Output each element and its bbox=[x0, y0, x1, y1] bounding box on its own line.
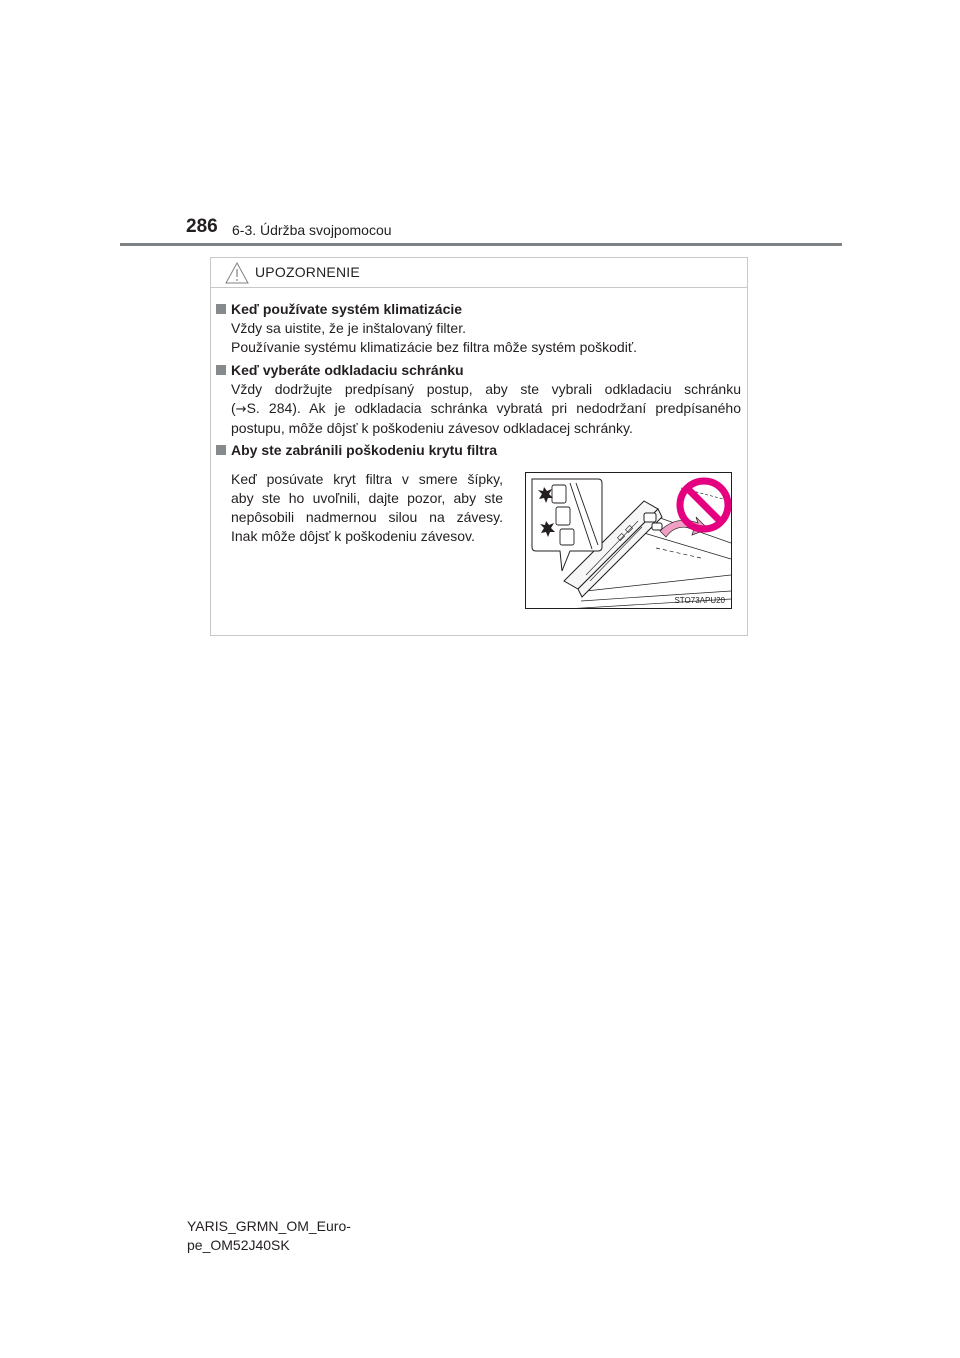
section-body: Vždy sa uistite, že je inštalovaný filter. Používanie systému klimatizácie bez filtra môže systém poškodiť. bbox=[231, 320, 637, 355]
square-bullet-icon bbox=[216, 445, 226, 455]
filter-cover-illustration bbox=[525, 472, 732, 609]
warning-label: UPOZORNENIE bbox=[255, 264, 360, 280]
filter-cover-text: Keď posúvate kryt filtra v smere šípky, aby ste ho uvoľnili, dajte pozor, aby ste nepôsobili nadmernou silou na závesy. Inak môže dôjsť k poškodeniu závesov. bbox=[231, 471, 503, 544]
header-rule bbox=[120, 243, 842, 246]
square-bullet-icon bbox=[216, 304, 226, 314]
chapter-title: 6-3. Údržba svojpomocou bbox=[232, 222, 392, 238]
section-body: Vždy dodržujte predpísaný postup, aby ste vybrali odkladaciu schránku (→S. 284). Ak je odkladacia schránka vybratá pri nedodržaní predpísaného postupu, môže dôjsť k poškodeniu závesov odkladacej schránky. bbox=[231, 381, 741, 436]
illustration-svg bbox=[526, 473, 732, 609]
warning-header bbox=[211, 258, 747, 288]
section-title: Keď používate systém klimatizácie bbox=[216, 300, 741, 319]
page-number: 286 bbox=[186, 216, 218, 237]
document-footer: YARIS_GRMN_OM_Euro- pe_OM52J40SK bbox=[187, 1218, 351, 1253]
warning-box bbox=[210, 257, 748, 636]
reference-line: (→S. 284). Ak je odkladacia schránka vybratá pri nedodržaní predpísaného bbox=[231, 400, 741, 417]
prohibition-icon bbox=[680, 481, 728, 529]
section-filter-cover bbox=[216, 441, 741, 460]
square-bullet-icon bbox=[216, 365, 226, 375]
section-air-conditioning bbox=[216, 300, 741, 357]
section-title: Aby ste zabránili poškodeniu krytu filtra bbox=[216, 441, 741, 460]
section-glove-box bbox=[216, 361, 741, 438]
right-arrow-icon: → bbox=[235, 402, 247, 417]
figure-code: STO73APU20 bbox=[674, 596, 725, 605]
section-title: Keď vyberáte odkladaciu schránku bbox=[216, 361, 741, 380]
warning-triangle-icon bbox=[225, 262, 249, 284]
